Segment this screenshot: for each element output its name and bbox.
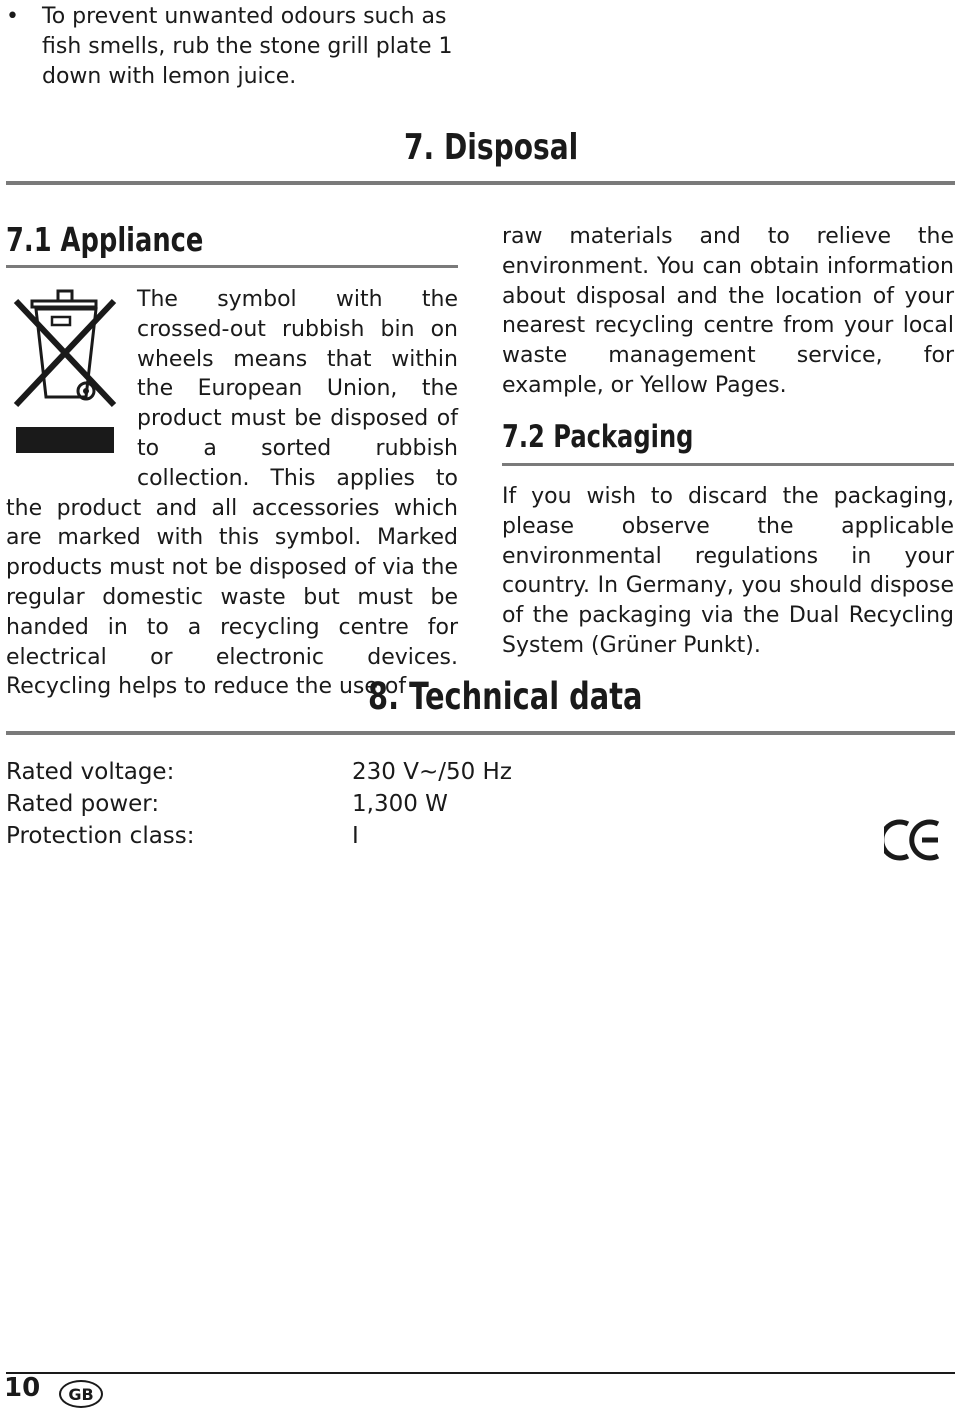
spec-label: Protection class:	[6, 823, 195, 849]
spec-label: Rated voltage:	[6, 759, 175, 785]
section-title-disposal: 7. Disposal	[404, 127, 579, 168]
subsection-rule	[6, 265, 458, 268]
spec-value: I	[352, 823, 359, 849]
subsection-rule	[502, 463, 954, 466]
ce-mark-icon	[884, 818, 942, 862]
bullet-dot: •	[6, 4, 19, 29]
crossed-out-wheelie-bin-icon	[6, 287, 134, 465]
appliance-text-left: The symbol with the crossed-out rubbish bin on wheels means that within the European Union, the product must be disposed of to a sorted rubbish collection. This applies to the product and all accessories which are marked with this symbol. Marked products must not be disposed of via the regular domestic waste but must be handed in to a recycling centre for electrical or electronic devices. Recycling helps to reduce the use of	[6, 287, 458, 700]
language-badge: GB	[59, 1380, 103, 1408]
intro-bullet-item	[6, 2, 458, 91]
spec-label: Rated power:	[6, 791, 160, 817]
packaging-paragraph: If you wish to discard the packaging, please observe the applicable environmental regulations in your country. In Germany, you should dispose of the packaging via the Dual Recycling System (Grüner Punkt).	[502, 484, 954, 658]
spec-value: 1,300 W	[352, 791, 448, 817]
section-rule	[6, 731, 955, 735]
section-title-technical-data: 8. Technical data	[368, 675, 643, 718]
subsection-title-packaging: 7.2 Packaging	[502, 419, 694, 455]
footer-rule	[6, 1372, 955, 1374]
subsection-title-appliance: 7.1 Appliance	[6, 220, 204, 259]
page-number: 10	[4, 1373, 41, 1403]
spec-value: 230 V~/50 Hz	[352, 759, 512, 785]
appliance-text-right: raw materials and to relieve the environment. You can obtain information about disposal and the location of your nearest recycling centre from your local waste management service, for example, or Yellow Pages.	[502, 224, 954, 398]
intro-bullet-text: To prevent unwanted odours such as fish smells, rub the stone grill plate 1 down with lemon juice.	[42, 4, 453, 89]
section-rule	[6, 181, 955, 185]
appliance-paragraph	[6, 285, 458, 702]
